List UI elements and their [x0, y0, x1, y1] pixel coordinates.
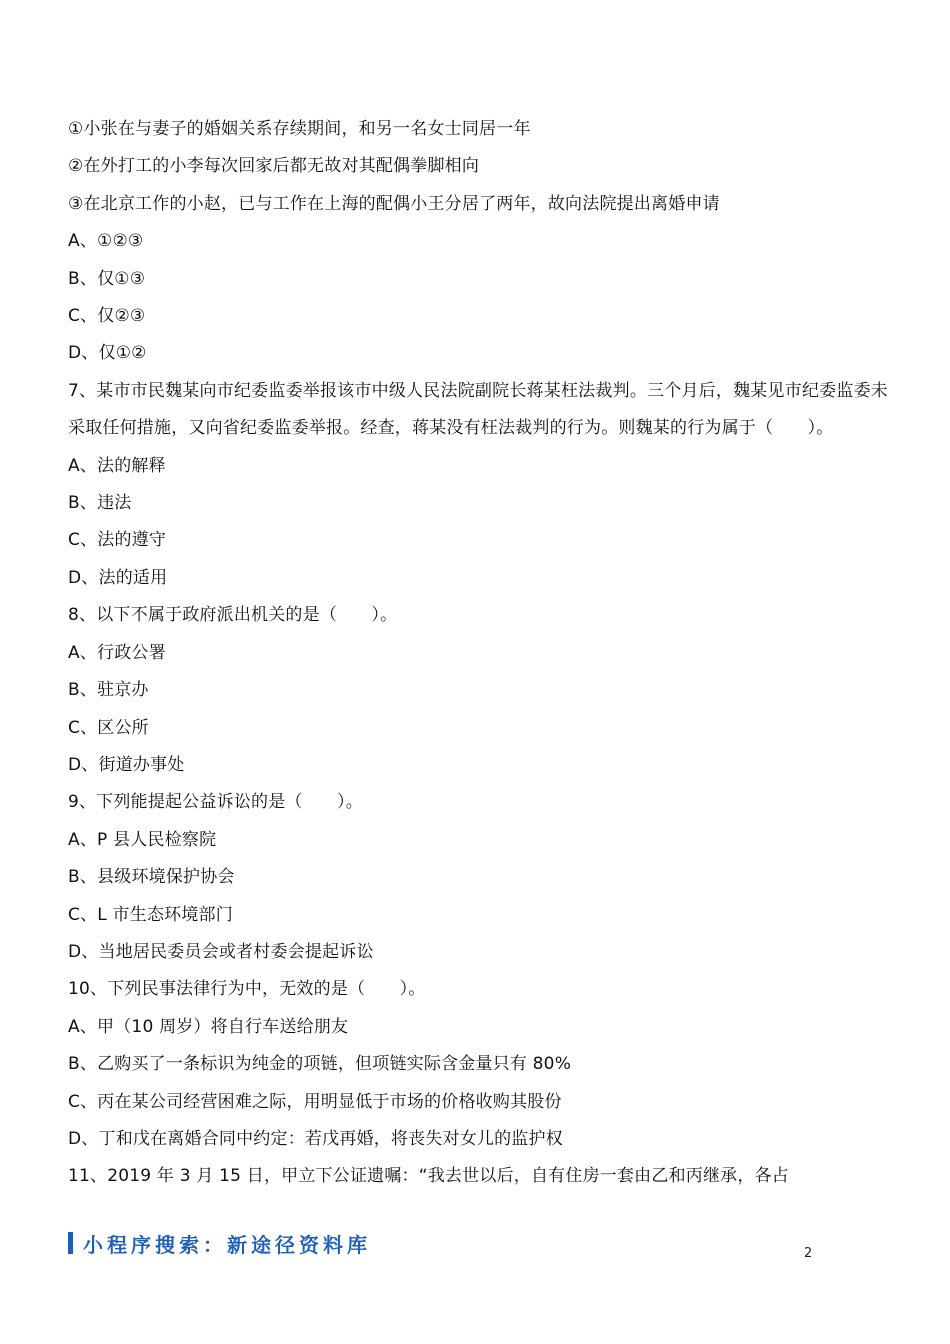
- q9-option-b: B、县级环境保护协会: [68, 867, 235, 888]
- question-9: 9、下列能提起公益诉讼的是（ ）。: [68, 792, 363, 813]
- q10-option-a: A、甲（10 周岁）将自行车送给朋友: [68, 1016, 349, 1037]
- q6-option-d: D、仅①②: [68, 343, 147, 364]
- q9-option-a: A、P 县人民检察院: [68, 829, 217, 850]
- statement-2: ②在外打工的小李每次回家后都无故对其配偶拳脚相向: [68, 156, 480, 177]
- brand-text: 小程序搜索：新途径资料库: [83, 1232, 371, 1257]
- q8-option-a: A、行政公署: [68, 642, 166, 663]
- q7-option-c: C、法的遵守: [68, 530, 167, 551]
- q6-option-c: C、仅②③: [68, 306, 146, 327]
- page-number: 2: [804, 1246, 813, 1261]
- q10-option-b: B、乙购买了一条标识为纯金的项链，但项链实际含金量只有 80%: [68, 1054, 572, 1075]
- q8-option-c: C、区公所: [68, 717, 149, 738]
- q10-option-d: D、丁和戊在离婚合同中约定：若戊再婚，将丧失对女儿的监护权: [68, 1128, 563, 1149]
- question-10: 10、下列民事法律行为中，无效的是（ ）。: [68, 979, 426, 1000]
- q8-option-b: B、驻京办: [68, 680, 149, 701]
- q10-option-c: C、丙在某公司经营困难之际，用明显低于市场的价格收购其股份: [68, 1091, 562, 1112]
- q8-option-d: D、街道办事处: [68, 754, 185, 775]
- q7-option-b: B、违法: [68, 493, 132, 514]
- footer-brand: [68, 1230, 371, 1256]
- document-body: [68, 111, 888, 1196]
- q7-option-d: D、法的适用: [68, 567, 168, 588]
- q9-option-d: D、当地居民委员会或者村委会提起诉讼: [68, 941, 374, 962]
- question-11: 11、2019 年 3 月 15 日，甲立下公证遗嘱：“我去世以后，自有住房一套由乙和丙继承，各占: [68, 1166, 789, 1187]
- brand-bar-icon: [68, 1232, 73, 1254]
- q7-option-a: A、法的解释: [68, 455, 166, 476]
- question-7: 7、某市市民魏某向市纪委监委举报该市中级人民法院副院长蒋某枉法裁判。三个月后，魏某见市纪委监委未采取任何措施，又向省纪委监委举报。经查，蒋某没有枉法裁判的行为。则魏某的行为属于（ ）。: [68, 380, 888, 439]
- q6-option-b: B、仅①③: [68, 268, 146, 289]
- q6-option-a: A、①②③: [68, 231, 144, 252]
- statement-3: ③在北京工作的小赵，已与工作在上海的配偶小王分居了两年，故向法院提出离婚申请: [68, 193, 720, 214]
- q9-option-c: C、L 市生态环境部门: [68, 904, 233, 925]
- question-8: 8、以下不属于政府派出机关的是（ ）。: [68, 605, 398, 626]
- statement-1: ①小张在与妻子的婚姻关系存续期间，和另一名女士同居一年: [68, 119, 531, 139]
